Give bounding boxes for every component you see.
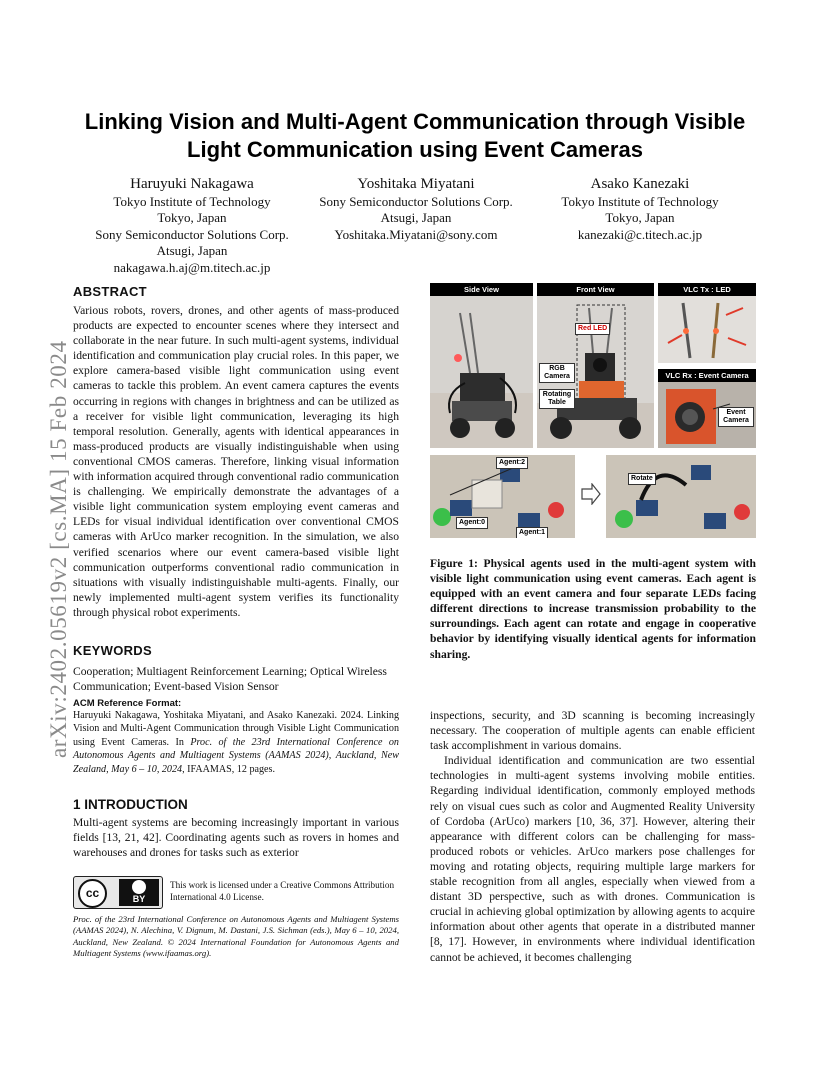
author-location: Atsugi, Japan [156,243,228,259]
side-view-robot-illustration [430,283,533,448]
author-name: Asako Kanezaki [590,176,690,192]
cc-icon: cc [78,879,107,908]
author-location: Atsugi, Japan [380,210,452,226]
rgb-camera-tag: RGB Camera [539,363,575,383]
side-view-label: Side View [430,283,533,296]
agent-1-tag: Agent:1 [516,527,548,538]
author-name: Yoshitaka Miyatani [357,176,475,192]
author-affiliation: Tokyo Institute of Technology [113,194,271,209]
title-line-1: Linking Vision and Multi-Agent Communication through Visible [84,109,746,134]
rotate-tag: Rotate [628,473,656,485]
proceedings-footnote: Proc. of the 23rd International Conference on Autonomous Agents and Multiagent Systems (AAMAS 2024), N. Alechina, V. Dignum, M. Dastani, J.S. Sichman (eds.), May 6 – 10, 2024, Auckland, New Zealand. © 2024 International Foundation for Autonomous Agents and Multiagent Systems (www.ifaamas.org). [73,914,399,959]
arrow-right-icon [580,483,602,505]
vlc-rx-photo [658,369,756,448]
author-affiliation: Sony Semiconductor Solutions Corp. [319,194,513,209]
author-affiliation: Sony Semiconductor Solutions Corp. [95,226,289,242]
license-text: This work is licensed under a Creative Commons Attribution International 4.0 License. [170,880,395,902]
red-led-tag: Red LED [575,323,610,335]
front-view-photo [537,283,654,448]
title-line-2: Light Communication using Event Cameras [187,137,643,162]
acm-reference-heading: ACM Reference Format: [73,698,182,709]
figure-1-caption: Figure 1: Physical agents used in the multi-agent system with visible light communication using event cameras. Each agent is equipped with an event camera and four separate LEDs facing different directions to increase transmission probability to the surroundings. Each agent can rotate and engage in cooperative behavior by identifying visually identical agents for information sharing. [430,557,756,661]
author-block-2 [310,175,522,243]
keywords-heading: KEYWORDS [73,643,152,658]
introduction-text-left: Multi-agent systems are becoming increasingly important in various fields [13, 21, 42]. Coordinating agents such as rovers in homes and warehouses and drones for tasks such as exterior [73,816,399,860]
abstract-heading: ABSTRACT [73,284,147,299]
introduction-section [73,797,399,860]
agent-2-tag: Agent:2 [496,457,528,469]
side-view-photo [430,283,533,448]
introduction-continued [430,708,755,965]
abstract-text: Various robots, rovers, drones, and other agents of mass-produced products are expected to encounter scenes where they intersect and collaborate in the near future. In such multi-agent systems, individual identification and communication play crucial roles. In this paper, we explore camera-based visible light communication using event cameras to tackle this problem. An event camera captures the events occurring in regions with changes in brightness and can be utilized as a receiver for visible light communication, leveraging its high temporal resolution. Generally, agents with identical appearances in mass-produced products are visually indistinguishable when using conventional CMOS cameras. Therefore, linking visual information with information acquired through conventional radio communication is challenging. We empirically demonstrate the advantages of a visible light communication system employing event cameras and LEDs for visual individual identification over conventional CMOS cameras with ArUco marker recognition. In the simulation, we also verified scenarios where our event camera-based visible light communication outperforms conventional radio communication in situations with visually indistinguishable multi-agents. Finally, our newly implemented multi-agent system verifies its functionality through physical robot experiments. [73,304,399,619]
rotating-table-tag: Rotating Table [539,389,575,409]
keywords-section [73,643,399,694]
figure-1 [430,283,756,543]
abstract-section [73,284,399,620]
by-attribution-icon: BY [119,879,159,906]
author-name: Haruyuki Nakagawa [130,176,254,192]
agent-0-tag: Agent:0 [456,517,488,529]
vlc-tx-label: VLC Tx : LED [658,283,756,296]
author-block-1 [88,175,296,276]
agents-after-illustration [606,455,756,538]
author-email[interactable]: kanezaki@c.titech.ac.jp [577,226,703,242]
author-block-3 [545,175,735,243]
agents-after-rotate-photo [606,455,756,538]
vlc-rx-label: VLC Rx : Event Camera [658,369,756,382]
author-location: Tokyo, Japan [605,210,675,226]
author-location: Tokyo, Japan [157,210,227,226]
arxiv-identifier: arXiv:2402.05619v2 [cs.MA] 15 Feb 2024 [46,340,71,758]
introduction-paragraph-2: Individual identification and communication are two essential technologies in multi-agent systems involving mobile entities. Regarding individual identification, commonly employed methods rely on visual cues such as color and Augmented Reality University of Cordoba (ArUco) markers [10, 36, 37]. However, altering their appearance with different colors can be challenging for mass-produced robots or vehicles. ArUco markers pose challenges for moving and rotating objects, requiring multiple large markers for stable recognition from all angles, especially when viewed from a distant 3D perspective, such as with drones. Communication is crucial in achieving global optimization by allowing agents to acquire information about other agents that operate in a distributed manner [8, 17]. However, in environments where individual identification cannot be achieved, it becomes challenging [430,754,755,964]
acm-reference [73,698,399,776]
introduction-paragraph-1: inspections, security, and 3D scanning is becoming increasingly necessary. The cooperation of multiple agents can enable efficient task accomplishment in various domains. [430,709,755,753]
front-view-label: Front View [537,283,654,296]
introduction-heading: 1 INTRODUCTION [73,797,188,812]
agents-before-rotate-photo [430,455,575,538]
arxiv-stamp [18,280,71,760]
keywords-text: Cooperation; Multiagent Reinforcement Learning; Optical Wireless Communication; Event-based Vision Sensor [73,665,387,694]
event-camera-tag: Event Camera [718,407,754,427]
acm-reference-text: Haruyuki Nakagawa, Yoshitaka Miyatani, and Asako Kanezaki. 2024. Linking Vision and Multi-Agent Communication through Visible Light Communication using Event Cameras. In Proc. of the 23rd International Conference on Autonomous Agents and Multiagent Systems (AAMAS 2024), Auckland, New Zealand, May 6 – 10, 2024, IFAAMAS, 12 pages. [73,710,399,775]
paper-title [70,108,760,164]
author-email[interactable]: Yoshitaka.Miyatani@sony.com [334,226,498,242]
author-email[interactable]: nakagawa.h.aj@m.titech.ac.jp [113,259,271,275]
author-affiliation: Tokyo Institute of Technology [561,194,719,209]
vlc-tx-photo [658,283,756,363]
cc-by-license-badge[interactable] [73,876,163,909]
